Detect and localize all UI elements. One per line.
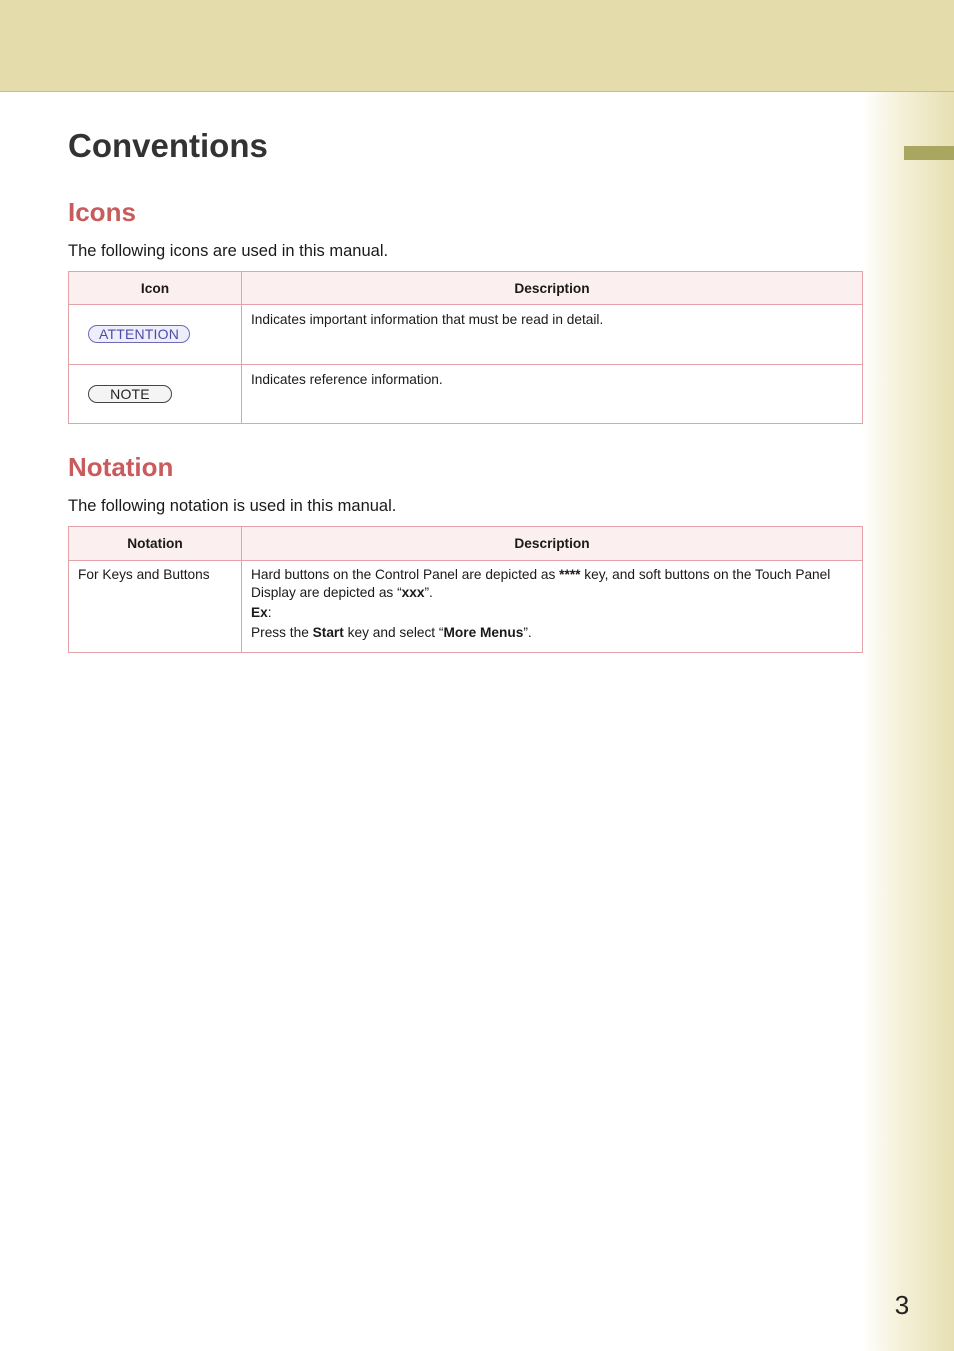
button-placeholder: xxx <box>401 585 425 600</box>
text-run: : <box>267 605 272 620</box>
notation-cell: For Keys and Buttons <box>69 561 242 653</box>
attention-icon: ATTENTION <box>88 325 190 343</box>
text-run: key and select “ <box>343 625 444 640</box>
table-row <box>69 561 863 653</box>
page-number: 3 <box>894 1290 910 1320</box>
text-run: ”. <box>523 625 532 640</box>
column-header-notation: Notation <box>69 527 242 561</box>
start-key-name: Start <box>312 625 344 640</box>
key-placeholder: **** <box>559 567 581 582</box>
description-text <box>251 566 853 602</box>
example-text <box>251 624 853 642</box>
example-label: Ex <box>251 605 268 620</box>
icon-cell <box>69 365 242 424</box>
chapter-tab-marker <box>904 146 954 160</box>
icons-table <box>68 271 863 424</box>
notation-heading: Notation <box>68 452 174 482</box>
description-cell: Indicates important information that must be read in detail. <box>242 305 863 365</box>
notation-table <box>68 526 863 653</box>
icons-intro: The following icons are used in this manual. <box>68 242 389 260</box>
text-run: key, and soft buttons on the Touch Panel Display are depicted as “ <box>251 567 831 600</box>
notation-intro: The following notation is used in this manual. <box>68 497 397 515</box>
page-title: Conventions <box>68 127 268 164</box>
text-run: Hard buttons on the Control Panel are depicted as <box>251 567 560 582</box>
table-header-row <box>69 272 863 305</box>
note-icon: NOTE <box>88 385 172 403</box>
text-run: ”. <box>424 585 433 600</box>
page-content <box>68 124 863 653</box>
example-label-line <box>251 604 853 622</box>
icon-cell <box>69 305 242 365</box>
icons-heading: Icons <box>68 197 136 227</box>
more-menus-button-name: More Menus <box>443 625 524 640</box>
header-band <box>0 0 954 92</box>
column-header-icon: Icon <box>69 272 242 305</box>
description-cell: Indicates reference information. <box>242 365 863 424</box>
table-row <box>69 365 863 424</box>
side-margin-band <box>862 92 954 1351</box>
column-header-description: Description <box>242 527 863 561</box>
description-cell <box>242 561 863 653</box>
column-header-description: Description <box>242 272 863 305</box>
table-header-row <box>69 527 863 561</box>
table-row <box>69 305 863 365</box>
text-run: Press the <box>251 625 313 640</box>
